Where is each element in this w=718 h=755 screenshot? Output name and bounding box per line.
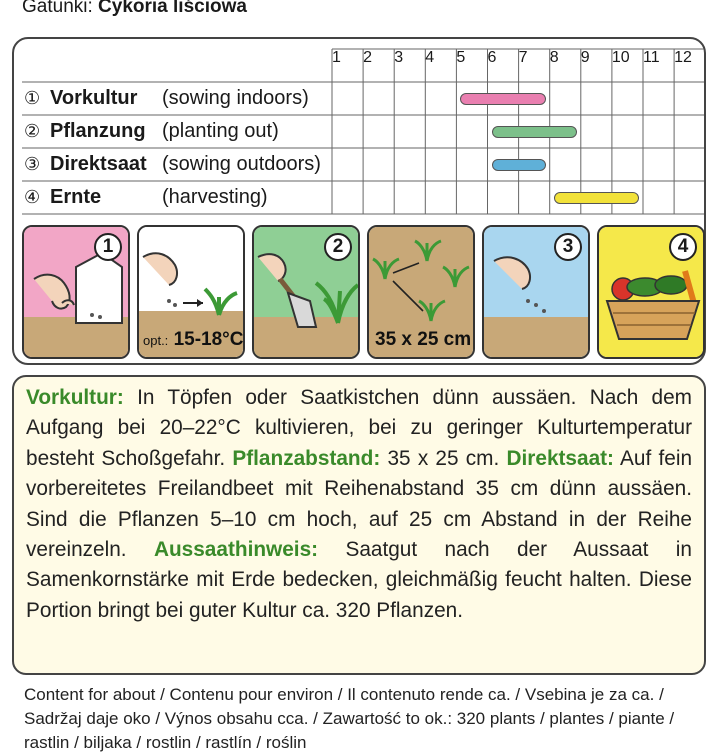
month-header: 2 — [363, 49, 372, 66]
row-translation: (harvesting) — [162, 186, 268, 208]
step-badge-1: 1 — [94, 233, 122, 261]
period-bar — [554, 192, 639, 204]
row-translation: (planting out) — [162, 120, 279, 142]
keyword-direktsaat: Direktsaat: — [506, 446, 614, 470]
row-name: Ernte — [50, 186, 102, 208]
period-bar — [492, 126, 577, 138]
period-bar — [492, 159, 546, 171]
period-bar — [460, 93, 545, 105]
row-number: ① — [24, 88, 41, 109]
keyword-vorkultur: Vorkultur: — [26, 386, 124, 409]
step-spacing-tile — [367, 225, 475, 359]
spacing-caption: 35 x 25 cm — [375, 329, 472, 350]
step-planting-out-tile — [252, 225, 360, 359]
calendar-row — [24, 82, 309, 115]
temperature-value: 15-18°C — [173, 329, 244, 350]
calendar-row — [24, 181, 268, 214]
instructions-part-2: 35 x 25 cm. — [380, 446, 507, 470]
month-header: 4 — [425, 49, 435, 66]
calendar-row — [24, 115, 279, 148]
instructions-part-3: Auf fein vorbereitetes Freilandbeet mit Reihenabstand 35 cm dünn aussäen. Sind die Pflanzen 5–10 cm hoch, auf 25 cm Abstand in der Reihe vereinzeln. — [26, 446, 693, 562]
row-translation: (sowing indoors) — [162, 87, 309, 109]
step-sowing-outdoors-tile — [482, 225, 590, 359]
month-header: 12 — [674, 49, 692, 66]
temperature-caption — [143, 329, 244, 351]
step-badge-4: 4 — [669, 233, 697, 261]
calendar-row — [24, 148, 321, 181]
instructions-part-4: Saatgut nach der Aussaat in Samenkornstärke mit Erde bedecken, gleichmäßig feucht halten. Diese Portion bringt bei guter Kultur ca. 320 Pflanzen. — [26, 538, 692, 622]
temperature-prefix: opt.: — [143, 333, 169, 348]
instructions-text — [26, 383, 692, 626]
month-header: 1 — [332, 49, 341, 66]
keyword-pflanzabstand: Pflanzabstand: — [232, 446, 381, 470]
keyword-aussaathinweis: Aussaathinweis: — [153, 538, 319, 562]
step-badge-3: 3 — [554, 233, 582, 261]
variety-header — [22, 0, 247, 18]
month-header: 11 — [643, 49, 660, 66]
step-sowing-indoors-tile — [22, 225, 130, 359]
step-temperature-tile — [137, 225, 245, 359]
content-amount-note: Content for about / Contenu pour environ / Il contenuto rende ca. / Vsebina je za ca. / Sadržaj daje oko / Výnos obsahu cca. / Zawartość to ok.: 320 plants / plantes / piante / rastlin / biljaka / rostlin / rastlín / roślin — [24, 685, 675, 752]
row-number: ④ — [24, 187, 41, 208]
row-name: Direktsaat — [50, 153, 147, 175]
row-translation: (sowing outdoors) — [162, 153, 321, 175]
month-header: 3 — [394, 49, 404, 66]
month-header: 8 — [549, 49, 559, 66]
month-header: 6 — [487, 49, 497, 66]
row-name: Pflanzung — [50, 120, 146, 142]
instructions-panel — [12, 375, 706, 675]
row-number: ③ — [24, 154, 41, 175]
step-harvest-tile — [597, 225, 705, 359]
month-header: 5 — [456, 49, 466, 66]
month-header: 7 — [518, 49, 528, 66]
instructions-part-1: In Töpfen oder Saatkistchen dünn aussäen. Nach dem Aufgang bei 20–22°C kultivieren, bei zu geringer Kulturtemperatur besteht Schoßgefahr. — [26, 386, 692, 470]
variety-name: Cykoria liściowa — [98, 0, 247, 17]
row-number: ② — [24, 121, 41, 142]
month-header: 9 — [580, 49, 590, 66]
sowing-calendar — [12, 37, 706, 365]
month-header: 10 — [611, 49, 630, 66]
variety-label: Gatunki: — [22, 0, 93, 17]
step-badge-2: 2 — [324, 233, 352, 261]
row-name: Vorkultur — [50, 87, 138, 109]
